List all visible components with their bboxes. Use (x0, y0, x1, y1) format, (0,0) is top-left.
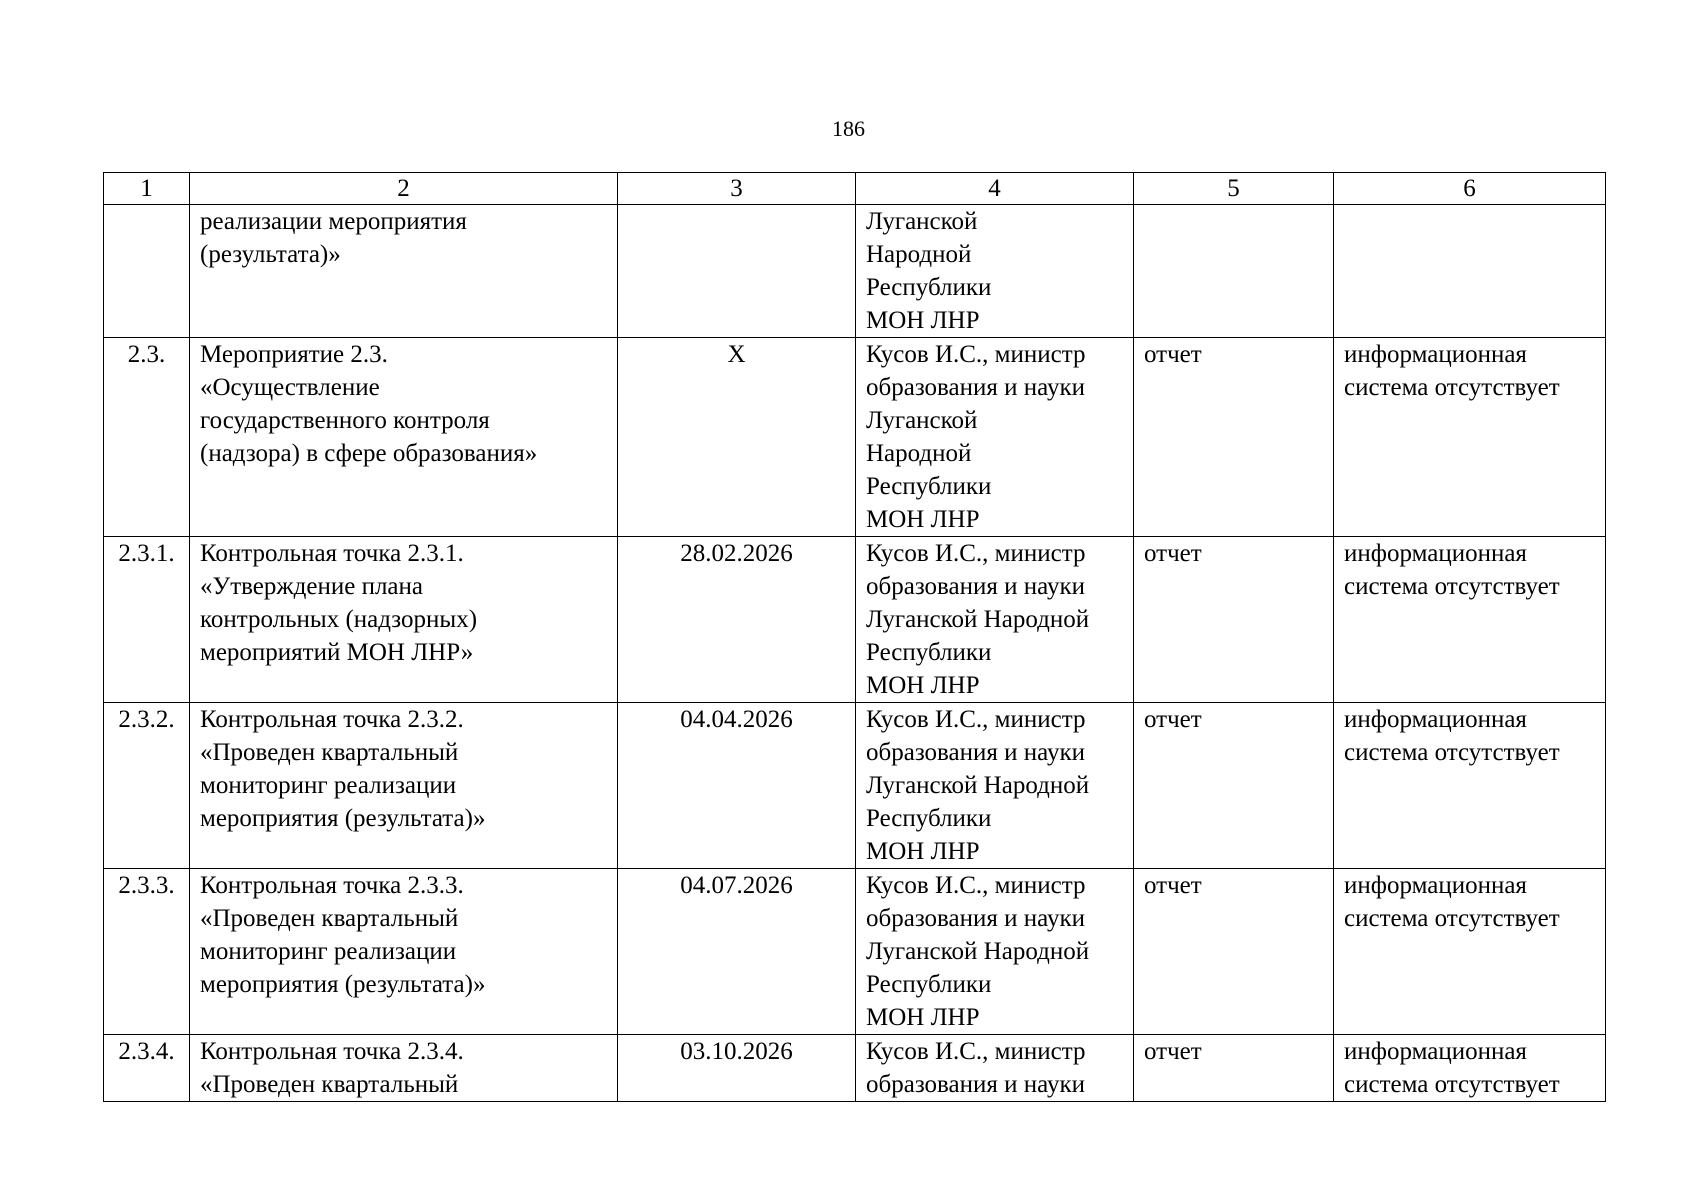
information-system-line: система отсутствует (1344, 573, 1560, 600)
description-line: Контрольная точка 2.3.3. (200, 872, 464, 899)
description-line: (надзора) в сфере образования» (200, 440, 538, 467)
responsible-line: МОН ЛНР (866, 506, 980, 533)
information-system-line: информационная (1344, 872, 1527, 899)
column-header-4: 4 (856, 173, 1134, 205)
description-line: контрольных (надзорных) (200, 606, 478, 633)
table-row (104, 537, 1606, 703)
deadline-cell: 28.02.2026 (618, 537, 856, 703)
responsible-line: Луганской Народной (866, 772, 1090, 799)
information-system-cell (1334, 1035, 1606, 1102)
responsible-line: Кусов И.С., министр (866, 706, 1086, 733)
row-number-cell: 2.3.4. (104, 1035, 190, 1102)
responsible-line: Республики (866, 639, 992, 666)
row-number-cell: 2.3.3. (104, 869, 190, 1035)
column-header-5: 5 (1134, 173, 1334, 205)
description-line: реализации мероприятия (200, 208, 467, 235)
responsible-line: Народной (866, 241, 972, 268)
description-cell (190, 338, 618, 537)
responsible-line: МОН ЛНР (866, 672, 980, 699)
responsible-cell (856, 537, 1134, 703)
description-line: «Утверждение плана (200, 573, 423, 600)
information-system-line: система отсутствует (1344, 1071, 1560, 1098)
information-system-cell (1334, 869, 1606, 1035)
description-line: мониторинг реализации (200, 772, 457, 799)
table-row (104, 703, 1606, 869)
row-number-cell: 2.3.1. (104, 537, 190, 703)
plan-table (103, 172, 1606, 1102)
row-number-cell (104, 205, 190, 338)
document-type-cell: отчет (1134, 703, 1334, 869)
responsible-line: образования и науки (866, 1071, 1085, 1098)
information-system-line: информационная (1344, 341, 1527, 368)
description-line: Контрольная точка 2.3.4. (200, 1038, 464, 1065)
column-header-3: 3 (618, 173, 856, 205)
description-cell (190, 537, 618, 703)
row-number-cell: 2.3. (104, 338, 190, 537)
deadline-cell: X (618, 338, 856, 537)
description-line: Мероприятие 2.3. (200, 341, 388, 368)
row-number-cell: 2.3.2. (104, 703, 190, 869)
responsible-line: Республики (866, 805, 992, 832)
description-line: «Осуществление (200, 374, 380, 401)
information-system-line: система отсутствует (1344, 905, 1560, 932)
description-line: мероприятий МОН ЛНР» (200, 639, 474, 666)
responsible-line: образования и науки (866, 739, 1085, 766)
document-type-cell: отчет (1134, 1035, 1334, 1102)
responsible-line: МОН ЛНР (866, 307, 980, 334)
description-line: «Проведен квартальный (200, 1071, 459, 1098)
information-system-line: система отсутствует (1344, 739, 1560, 766)
description-cell (190, 1035, 618, 1102)
table-row (104, 1035, 1606, 1102)
deadline-cell (618, 205, 856, 338)
page-number: 186 (832, 116, 865, 141)
column-header-2: 2 (190, 173, 618, 205)
responsible-line: Республики (866, 971, 992, 998)
table-row (104, 869, 1606, 1035)
description-line: мероприятия (результата)» (200, 805, 486, 832)
description-line: мероприятия (результата)» (200, 971, 486, 998)
header-row (104, 173, 1606, 205)
deadline-cell: 04.07.2026 (618, 869, 856, 1035)
responsible-cell (856, 869, 1134, 1035)
description-cell (190, 703, 618, 869)
responsible-line: Кусов И.С., министр (866, 540, 1086, 567)
information-system-cell (1334, 338, 1606, 537)
information-system-cell (1334, 537, 1606, 703)
document-type-cell: отчет (1134, 537, 1334, 703)
column-header-6: 6 (1334, 173, 1606, 205)
document-type-cell: отчет (1134, 869, 1334, 1035)
description-line: Контрольная точка 2.3.1. (200, 540, 464, 567)
table-row (104, 338, 1606, 537)
responsible-line: МОН ЛНР (866, 838, 980, 865)
responsible-line: Республики (866, 473, 992, 500)
description-line: (результата)» (200, 241, 341, 268)
responsible-line: Луганской Народной (866, 938, 1090, 965)
deadline-cell: 04.04.2026 (618, 703, 856, 869)
information-system-cell (1334, 703, 1606, 869)
description-line: государственного контроля (200, 407, 490, 434)
information-system-line: система отсутствует (1344, 374, 1560, 401)
responsible-line: Луганской Народной (866, 606, 1090, 633)
responsible-line: МОН ЛНР (866, 1004, 980, 1031)
table-row (104, 205, 1606, 338)
document-type-cell (1134, 205, 1334, 338)
description-line: мониторинг реализации (200, 938, 457, 965)
description-line: «Проведен квартальный (200, 739, 459, 766)
information-system-line: информационная (1344, 1038, 1527, 1065)
responsible-line: Республики (866, 274, 992, 301)
description-cell (190, 205, 618, 338)
information-system-line: информационная (1344, 540, 1527, 567)
responsible-line: образования и науки (866, 573, 1085, 600)
information-system-cell (1334, 205, 1606, 338)
document-type-cell: отчет (1134, 338, 1334, 537)
responsible-line: Кусов И.С., министр (866, 872, 1086, 899)
responsible-line: Луганской (866, 208, 978, 235)
deadline-cell: 03.10.2026 (618, 1035, 856, 1102)
responsible-cell (856, 1035, 1134, 1102)
table-body (104, 205, 1606, 1102)
information-system-line: информационная (1344, 706, 1527, 733)
responsible-cell (856, 703, 1134, 869)
responsible-cell (856, 338, 1134, 537)
description-cell (190, 869, 618, 1035)
responsible-line: Народной (866, 440, 972, 467)
responsible-cell (856, 205, 1134, 338)
responsible-line: Кусов И.С., министр (866, 1038, 1086, 1065)
description-line: «Проведен квартальный (200, 905, 459, 932)
column-header-1: 1 (104, 173, 190, 205)
description-line: Контрольная точка 2.3.2. (200, 706, 464, 733)
responsible-line: Луганской (866, 407, 978, 434)
responsible-line: образования и науки (866, 374, 1085, 401)
responsible-line: образования и науки (866, 905, 1085, 932)
responsible-line: Кусов И.С., министр (866, 341, 1086, 368)
